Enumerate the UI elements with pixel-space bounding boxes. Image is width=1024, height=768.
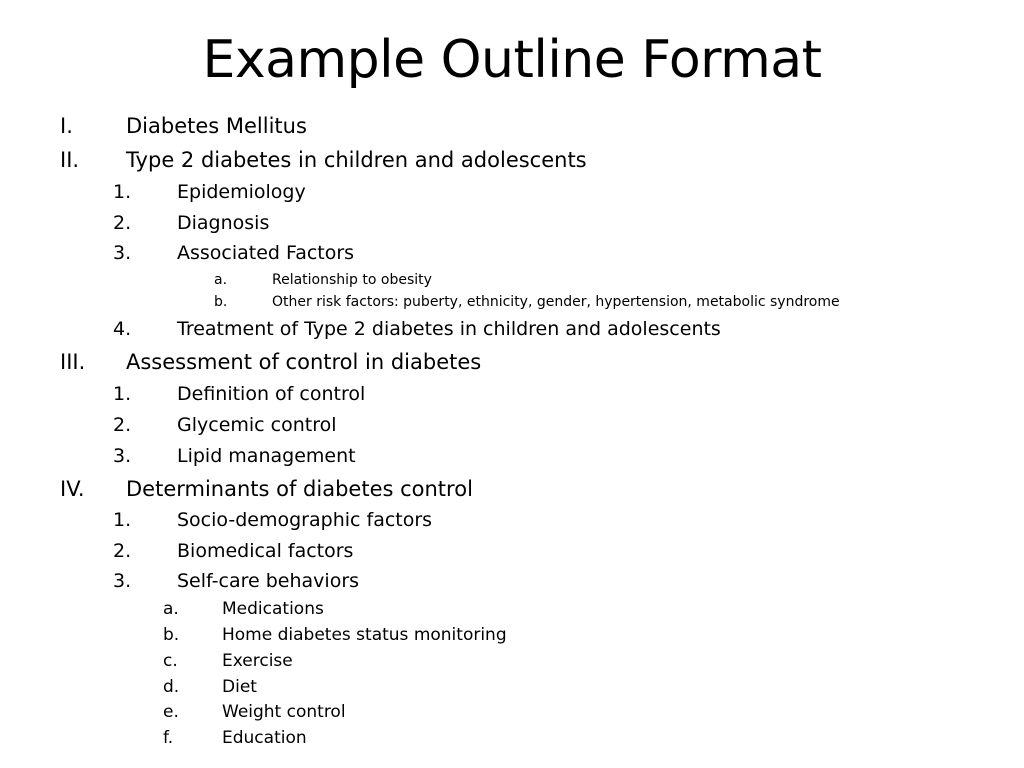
outline-text: Determinants of diabetes control [126,477,473,501]
outline-text: Definition of control [177,383,366,405]
outline-marker: b. [214,294,228,310]
outline-marker: d. [163,677,180,697]
outline-text: Lipid management [177,445,356,467]
outline-text: Diabetes Mellitus [126,114,307,138]
outline-marker: 2. [113,212,132,234]
outline-marker: II. [60,148,80,172]
outline-marker: 3. [113,242,132,264]
outline-text: Diet [222,677,257,697]
outline-text: Diagnosis [177,212,270,234]
outline-marker: IV. [60,477,85,501]
outline-marker: 2. [113,414,132,436]
outline-marker: a. [214,272,228,288]
outline-marker: III. [60,350,86,374]
outline-text: Exercise [222,651,293,671]
outline-marker: 1. [113,181,132,203]
outline-text: Epidemiology [177,181,306,203]
outline-marker: 1. [113,509,132,531]
outline-text: Self-care behaviors [177,570,360,592]
outline-text: Other risk factors: puberty, ethnicity, gender, hypertension, metabolic syndrome [272,294,840,310]
outline-text: Associated Factors [177,242,355,264]
outline-marker: 1. [113,383,132,405]
outline-text: Treatment of Type 2 diabetes in children and adolescents [177,318,721,340]
outline-text: Relationship to obesity [272,272,432,288]
outline-text: Socio-demographic factors [177,509,433,531]
outline-text: Biomedical factors [177,540,354,562]
outline-text: Type 2 diabetes in children and adolescents [126,148,587,172]
outline-marker: I. [60,114,73,138]
outline-text: Medications [222,599,324,619]
outline-marker: e. [163,702,179,722]
outline-marker: f. [163,728,174,748]
outline-text: Glycemic control [177,414,337,436]
outline-marker: 4. [113,318,132,340]
outline-marker: 3. [113,445,132,467]
outline-marker: c. [163,651,178,671]
outline-text: Education [222,728,307,748]
outline-marker: 2. [113,540,132,562]
outline-marker: 3. [113,570,132,592]
outline-text: Weight control [222,702,346,722]
slide-title: Example Outline Format [202,30,822,90]
outline-marker: b. [163,625,180,645]
outline-text: Home diabetes status monitoring [222,625,507,645]
outline-marker: a. [163,599,179,619]
outline-text: Assessment of control in diabetes [126,350,482,374]
